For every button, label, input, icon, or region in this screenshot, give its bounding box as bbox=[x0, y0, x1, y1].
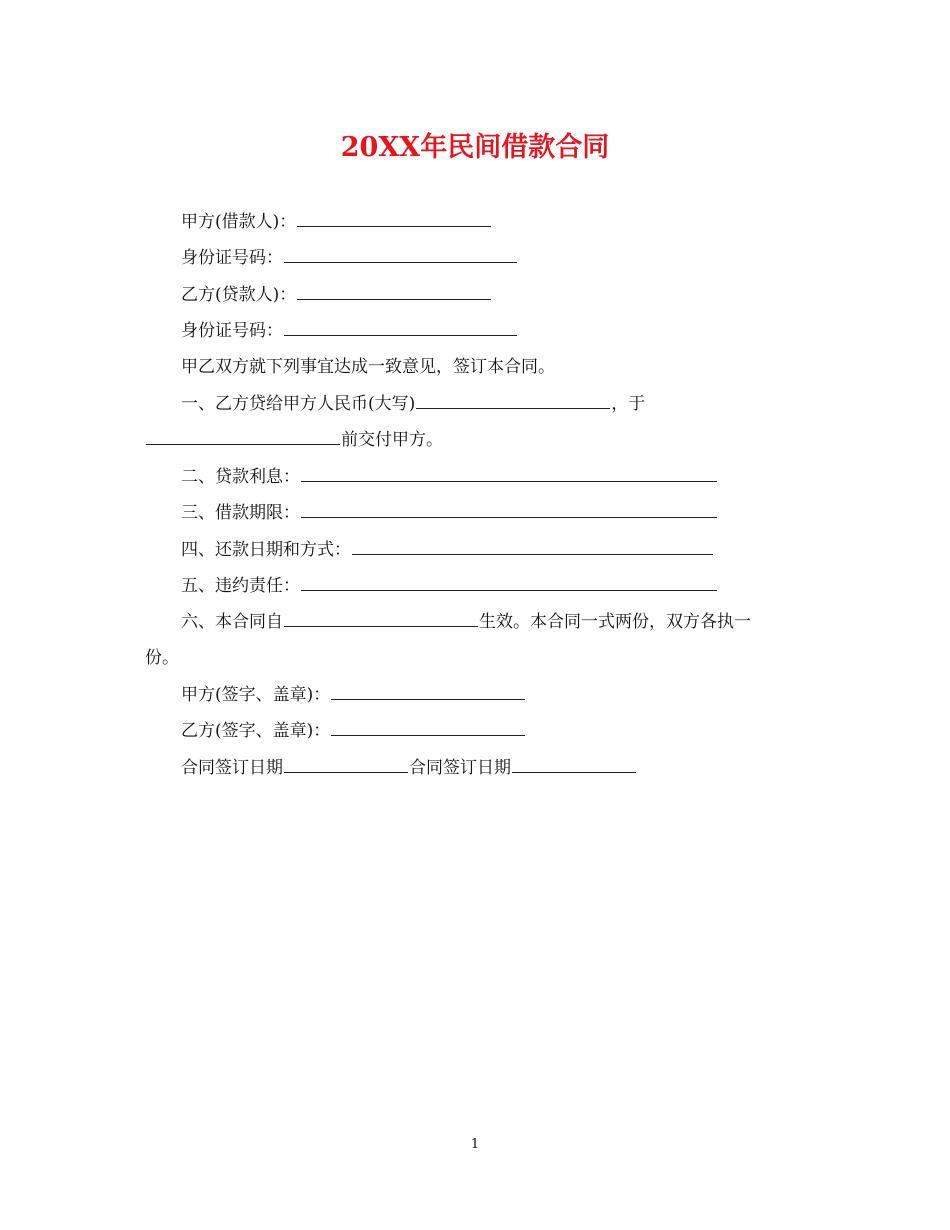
clause-1-end: 前交付甲方。 bbox=[341, 430, 443, 450]
sign-date-line bbox=[181, 756, 637, 780]
party-a-borrower-blank bbox=[297, 210, 491, 227]
clause-6-line bbox=[181, 610, 751, 634]
party-b-lender-blank bbox=[297, 283, 491, 300]
document-title: 20XX年民间借款合同 bbox=[340, 132, 610, 163]
party-a-sign-line bbox=[181, 683, 526, 707]
clause-1-line bbox=[181, 392, 645, 416]
clause-2-line bbox=[181, 465, 718, 489]
sign-date-label-2: 合同签订日期 bbox=[409, 758, 511, 778]
party-a-borrower-label: 甲方(借款人)： bbox=[181, 212, 297, 232]
party-a-sign-label: 甲方(签字、盖章)： bbox=[181, 685, 331, 705]
clause-3-blank bbox=[301, 501, 717, 518]
clause-1-mid: ，于 bbox=[611, 394, 646, 414]
clause-6-continued-line: 份。 bbox=[145, 648, 179, 668]
page-number: 1 bbox=[470, 1137, 480, 1152]
sign-date-blank-2 bbox=[512, 756, 636, 773]
party-a-borrower-line bbox=[181, 210, 492, 234]
clause-3-label: 三、借款期限： bbox=[181, 503, 300, 523]
party-a-id-label: 身份证号码： bbox=[181, 248, 283, 268]
party-b-id-label: 身份证号码： bbox=[181, 321, 283, 341]
party-b-sign-blank bbox=[331, 719, 525, 736]
sign-date-label-1: 合同签订日期 bbox=[181, 758, 283, 778]
party-a-id-line bbox=[181, 246, 518, 270]
party-b-sign-line bbox=[181, 719, 526, 743]
clause-6-mid: 生效。本合同一式两份，双方各执一 bbox=[479, 612, 751, 632]
clause-2-blank bbox=[301, 465, 717, 482]
clause-6-start: 六、本合同自 bbox=[181, 612, 283, 632]
clause-4-line bbox=[181, 538, 714, 562]
clause-1-date-blank bbox=[146, 428, 340, 445]
clause-2-label: 二、贷款利息： bbox=[181, 467, 300, 487]
party-a-sign-blank bbox=[331, 683, 525, 700]
clause-5-blank bbox=[301, 574, 717, 591]
clause-3-line bbox=[181, 501, 718, 525]
clause-5-line bbox=[181, 574, 718, 598]
party-b-lender-label: 乙方(贷款人)： bbox=[181, 285, 297, 305]
intro-line: 甲乙双方就下列事宜达成一致意见，签订本合同。 bbox=[181, 357, 555, 377]
clause-4-blank bbox=[352, 538, 713, 555]
party-b-id-blank bbox=[284, 319, 517, 336]
sign-date-blank-1 bbox=[284, 756, 408, 773]
clause-6-date-blank bbox=[284, 610, 478, 627]
clause-5-label: 五、违约责任： bbox=[181, 576, 300, 596]
clause-4-label: 四、还款日期和方式： bbox=[181, 540, 351, 560]
clause-1-start: 一、乙方贷给甲方人民币(大写) bbox=[181, 394, 416, 414]
clause-1-amount-blank bbox=[416, 392, 610, 409]
party-b-id-line bbox=[181, 319, 518, 343]
party-b-lender-line bbox=[181, 283, 492, 307]
party-a-id-blank bbox=[284, 246, 517, 263]
clause-1-continued-line bbox=[145, 428, 443, 452]
party-b-sign-label: 乙方(签字、盖章)： bbox=[181, 721, 331, 741]
